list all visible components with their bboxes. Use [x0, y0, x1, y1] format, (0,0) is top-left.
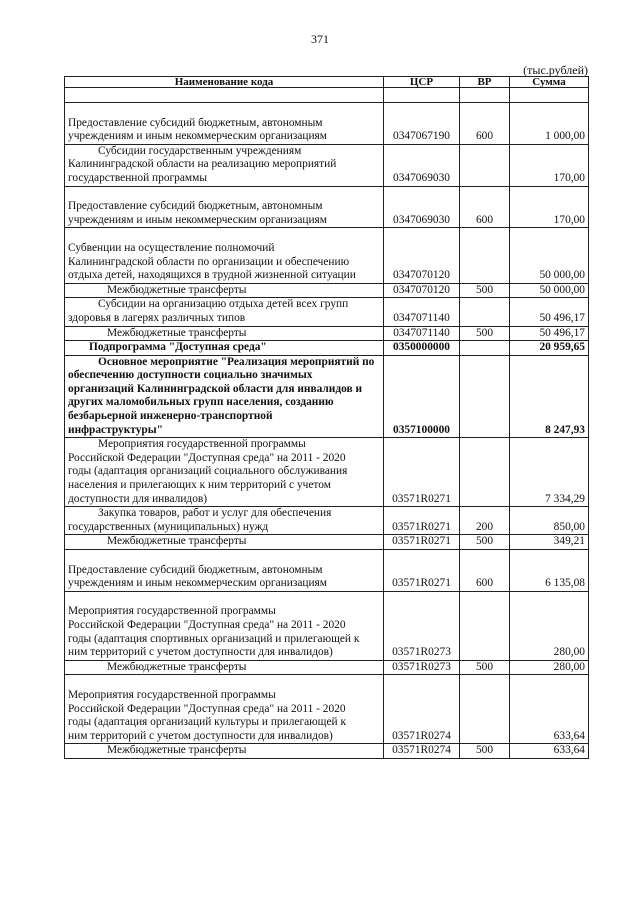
cell-sum: 7 334,29: [510, 438, 589, 507]
cell-sum: 633,64: [510, 744, 589, 759]
cell-vr: [460, 355, 510, 438]
cell-name: [65, 326, 384, 341]
cell-vr: 500: [460, 535, 510, 550]
cell-name-text: Предоставление субсидий бюджетным, автономным учреждениям и иным некоммерческим организациям: [68, 200, 328, 226]
cell-csr: 03571R0271: [384, 550, 460, 592]
table-body: [65, 88, 589, 759]
cell-csr: 03571R0274: [384, 675, 460, 744]
cell-vr: [460, 144, 510, 186]
cell-sum: 170,00: [510, 144, 589, 186]
cell-spacer: [68, 187, 380, 201]
cell-vr: 600: [460, 550, 510, 592]
units-label: (тыс.рублей): [523, 63, 588, 77]
cell-spacer: [68, 592, 380, 606]
cell-vr: 500: [460, 283, 510, 298]
cell-vr: [460, 675, 510, 744]
table-row: [65, 228, 589, 283]
cell-csr: 03571R0273: [384, 591, 460, 660]
cell-name-text: Межбюджетные трансферты: [107, 744, 247, 757]
table-row: [65, 660, 589, 675]
cell-name-text: Подпрограмма "Доступная среда": [89, 341, 267, 354]
cell-name-text: Субсидии на организацию отдыха детей всех групп здоровья в лагерях различных типов: [68, 298, 349, 324]
cell-csr: 0357100000: [384, 355, 460, 438]
cell-csr: 0347067190: [384, 103, 460, 145]
cell-csr: 0350000000: [384, 341, 460, 356]
cell-vr: [460, 298, 510, 326]
cell-sum: 50 496,17: [510, 326, 589, 341]
table-row: [65, 507, 589, 535]
cell-sum: 280,00: [510, 660, 589, 675]
cell-sum: 349,21: [510, 535, 589, 550]
cell-spacer: [68, 103, 380, 117]
cell-sum: 6 135,08: [510, 550, 589, 592]
cell-name: [65, 507, 384, 535]
table-row: [65, 283, 589, 298]
cell-name-text: Субвенции на осуществление полномочий Калининградской области по организации и обеспечению отдыха детей, находящихся в трудной жизненной ситуации: [68, 241, 356, 282]
cell-sum: 50 000,00: [510, 228, 589, 283]
cell-csr: 03571R0274: [384, 744, 460, 759]
cell-csr: 0347071140: [384, 298, 460, 326]
cell-name: [65, 591, 384, 660]
header-vr: ВР: [460, 77, 510, 88]
empty-cell: [510, 88, 589, 103]
cell-name-text: Мероприятия государственной программы Российской Федерации "Доступная среда" на 2011 - 2020 годы (адаптация организаций культуры и прилегающей к ним территорий с учетом доступности для инвалидов): [68, 688, 346, 742]
cell-vr: [460, 228, 510, 283]
cell-name: [65, 228, 384, 283]
header-sum: Сумма: [510, 77, 589, 88]
cell-name-text: Закупка товаров, работ и услуг для обеспечения государственных (муниципальных) нужд: [68, 507, 332, 533]
cell-name: [65, 144, 384, 186]
cell-csr: 03571R0273: [384, 660, 460, 675]
cell-csr: 0347070120: [384, 228, 460, 283]
cell-name-text: Мероприятия государственной программы Российской Федерации "Доступная среда" на 2011 - 2020 годы (адаптация организаций социального обслуживания населения и прилегающих к ним территорий с учетом доступности для инвалидов): [68, 438, 348, 505]
table-row: [65, 744, 589, 759]
table-row: [65, 186, 589, 228]
cell-spacer: [68, 550, 380, 564]
table-row: [65, 535, 589, 550]
cell-sum: 8 247,93: [510, 355, 589, 438]
cell-csr: 0347069030: [384, 144, 460, 186]
header-csr: ЦСР: [384, 77, 460, 88]
cell-name-text: Субсидии государственным учреждениям Калининградской области на реализацию мероприятий государственной программы: [68, 144, 337, 184]
cell-name: [65, 283, 384, 298]
cell-csr: 03571R0271: [384, 438, 460, 507]
empty-cell: [460, 88, 510, 103]
cell-name: [65, 438, 384, 507]
page-number: 371: [311, 32, 329, 46]
cell-vr: [460, 438, 510, 507]
cell-vr: 600: [460, 103, 510, 145]
cell-name: [65, 535, 384, 550]
cell-name-text: Межбюджетные трансферты: [107, 535, 247, 548]
cell-sum: 633,64: [510, 675, 589, 744]
empty-cell: [65, 88, 384, 103]
table-row: [65, 341, 589, 356]
table-header-row: [65, 77, 589, 88]
cell-sum: 20 959,65: [510, 341, 589, 356]
table-row: [65, 103, 589, 145]
cell-name-text: Основное мероприятие "Реализация мероприятий по обеспечению доступности социально значимых организаций Калининградской области для инвалидов и других маломобильных групп населения, созданию безбарьерной инженерно-транспортной инфраструктуры": [68, 355, 375, 436]
empty-cell: [384, 88, 460, 103]
cell-sum: 1 000,00: [510, 103, 589, 145]
table-row: [65, 550, 589, 592]
cell-name-text: Предоставление субсидий бюджетным, автономным учреждениям и иным некоммерческим организациям: [68, 116, 328, 143]
cell-csr: 0347071140: [384, 326, 460, 341]
cell-csr: 03571R0271: [384, 507, 460, 535]
cell-spacer: [68, 675, 380, 689]
header-name: Наименование кода: [65, 77, 384, 88]
cell-sum: 50 000,00: [510, 283, 589, 298]
table-row: [65, 298, 589, 326]
cell-name-text: Межбюджетные трансферты: [107, 660, 247, 673]
cell-sum: 850,00: [510, 507, 589, 535]
cell-name: [65, 744, 384, 759]
cell-vr: [460, 341, 510, 356]
cell-name: [65, 355, 384, 438]
cell-name-text: Межбюджетные трансферты: [107, 326, 247, 339]
cell-csr: 0347069030: [384, 186, 460, 228]
cell-vr: 500: [460, 744, 510, 759]
cell-name: [65, 660, 384, 675]
table-row: [65, 438, 589, 507]
cell-vr: [460, 591, 510, 660]
cell-vr: 500: [460, 326, 510, 341]
cell-csr: 03571R0271: [384, 535, 460, 550]
table-row: [65, 88, 589, 103]
table-row: [65, 326, 589, 341]
cell-spacer: [68, 228, 380, 242]
cell-name-text: Мероприятия государственной программы Российской Федерации "Доступная среда" на 2011 - 2020 годы (адаптация спортивных организаций и прилегающей к ним территорий с учетом доступности для инвалидов): [68, 605, 360, 659]
cell-name: [65, 186, 384, 228]
table-row: [65, 591, 589, 660]
budget-table: [64, 76, 589, 759]
cell-name-text: Предоставление субсидий бюджетным, автономным учреждениям и иным некоммерческим организациям: [68, 563, 328, 590]
cell-csr: 0347070120: [384, 283, 460, 298]
cell-vr: 200: [460, 507, 510, 535]
cell-name: [65, 298, 384, 326]
cell-sum: 280,00: [510, 591, 589, 660]
table-row: [65, 675, 589, 744]
cell-vr: 500: [460, 660, 510, 675]
table-row: [65, 355, 589, 438]
cell-sum: 50 496,17: [510, 298, 589, 326]
cell-name-text: Межбюджетные трансферты: [107, 283, 247, 296]
cell-sum: 170,00: [510, 186, 589, 228]
cell-name: [65, 550, 384, 592]
cell-vr: 600: [460, 186, 510, 228]
cell-name: [65, 103, 384, 145]
table-row: [65, 144, 589, 186]
cell-name: [65, 341, 384, 356]
cell-name: [65, 675, 384, 744]
